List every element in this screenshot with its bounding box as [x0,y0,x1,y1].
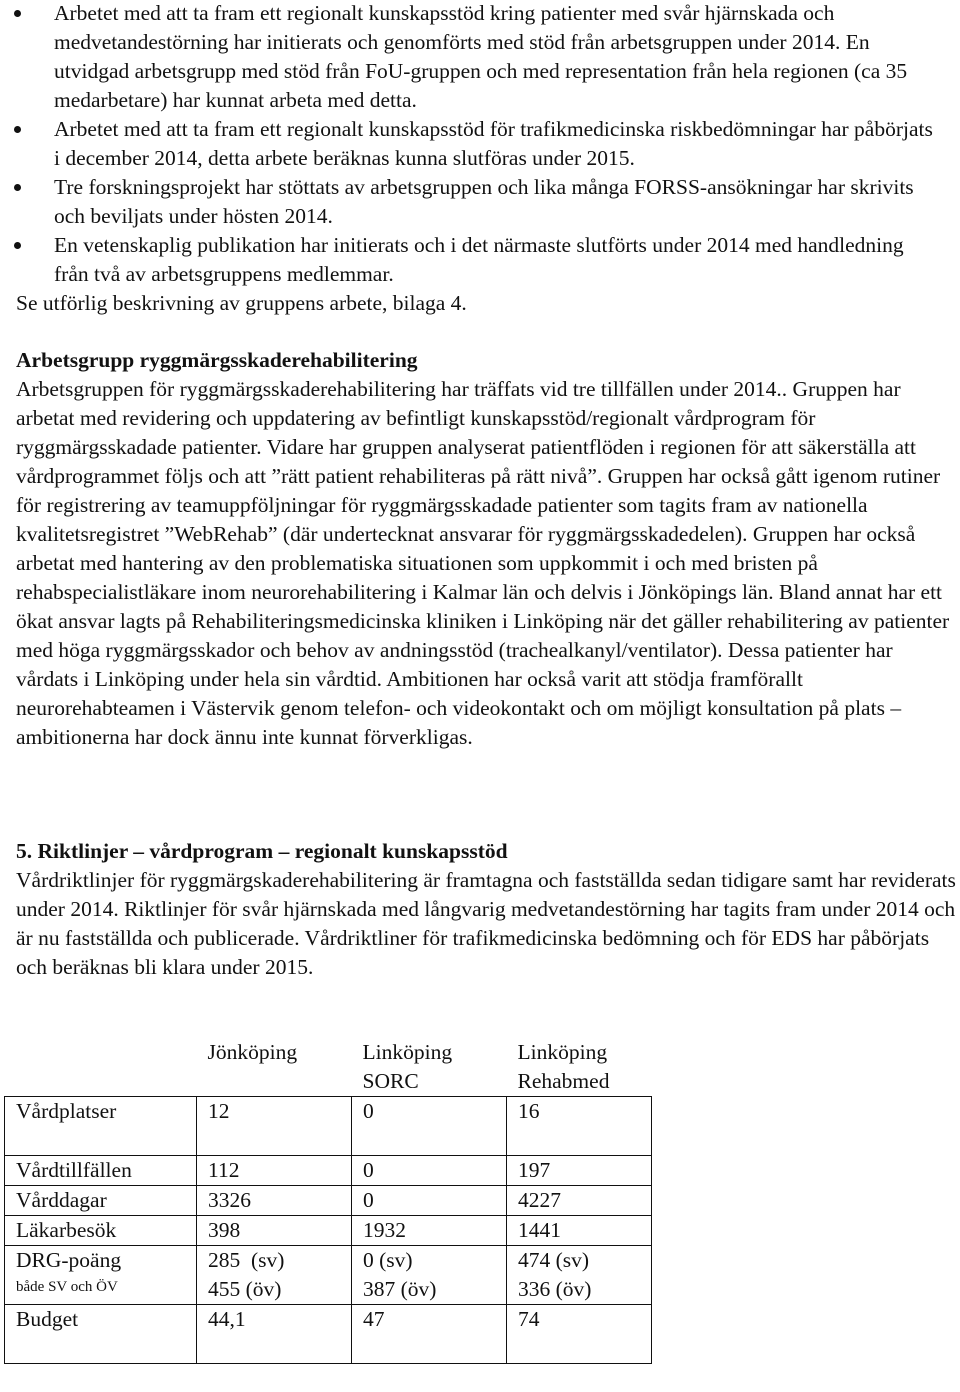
table-cell: 197 [507,1156,652,1186]
bullet-icon [14,126,21,133]
list-item [0,115,934,173]
column-header-line: Linköping [517,1040,608,1064]
bullet-icon [14,242,21,249]
column-header-line: SORC [362,1069,419,1093]
table-cell [507,1246,652,1305]
row-label: Budget [5,1305,197,1364]
table-cell: 4227 [507,1186,652,1216]
table-row [5,1097,652,1156]
table-row [5,1156,652,1186]
table-header-cell [352,1038,507,1097]
table-cell: 0 [352,1186,507,1216]
table-cell: 1441 [507,1216,652,1246]
row-label: Läkarbesök [5,1216,197,1246]
table-header-row [5,1038,652,1097]
table-header-empty [5,1038,197,1097]
drg-sv-value: 0 (sv) [363,1248,413,1272]
row-label: Vårdtillfällen [5,1156,197,1186]
table-header-cell [507,1038,652,1097]
table-cell: 16 [507,1097,652,1156]
table-cell: 47 [352,1305,507,1364]
section-5 [16,837,956,982]
table-row [5,1305,652,1364]
table-row [5,1186,652,1216]
table-cell: 0 [352,1097,507,1156]
table-cell: 44,1 [197,1305,352,1364]
section-heading: Arbetsgrupp ryggmärgsskaderehabilitering [16,348,418,372]
list-item [0,0,934,115]
table-cell: 74 [507,1305,652,1364]
bullet-list [0,0,960,289]
row-label [5,1246,197,1305]
list-item-text: Arbetet med att ta fram ett regionalt kunskapsstöd kring patienter med svår hjärnskada och medvetandestörning har initierats och genomförts med stöd från arbetsgruppen under 2014. En utvidgad arbetsgrupp med stöd från FoU-gruppen och med representation från hela regionen (ca 35 medarbetare) har kunnat arbeta med detta. [54,1,908,112]
statistics-table [4,1038,652,1364]
list-item-text: Tre forskningsprojekt har stöttats av arbetsgruppen och lika många FORSS-ansökningar har skrivits och beviljats under hösten 2014. [54,175,914,228]
table-header-cell [197,1038,352,1097]
table-cell [352,1246,507,1305]
list-item [0,231,934,289]
drg-ov-value: 387 (öv) [363,1277,437,1301]
bullet-icon [14,184,21,191]
row-label: Vårdplatser [5,1097,197,1156]
row-label: Vårddagar [5,1186,197,1216]
list-item [0,173,934,231]
table-cell: 3326 [197,1186,352,1216]
column-header-line: Rehabmed [517,1069,610,1093]
drg-sv-value: 285 (sv) [208,1248,285,1272]
column-header-line: Jönköping [207,1040,298,1064]
drg-ov-value: 455 (öv) [208,1277,282,1301]
row-label-main: DRG-poäng [16,1248,122,1272]
drg-sv-value: 474 (sv) [518,1248,590,1272]
table-cell: 1932 [352,1216,507,1246]
table-cell [197,1246,352,1305]
list-item-text: En vetenskaplig publikation har initierats och i det närmaste slutförts under 2014 med handledning från två av arbetsgruppens medlemmar. [54,233,904,286]
bullet-icon [14,10,21,17]
drg-ov-value: 336 (öv) [518,1277,592,1301]
table-row [5,1216,652,1246]
column-header-line: Linköping [362,1040,453,1064]
table-cell: 0 [352,1156,507,1186]
list-item-text: Arbetet med att ta fram ett regionalt kunskapsstöd för trafikmedicinska riskbedömningar har påbörjats i december 2014, detta arbete beräknas kunna slutföras under 2015. [54,117,933,170]
row-label-sub: både SV och ÖV [16,1279,118,1295]
section-body: Arbetsgruppen för ryggmärgsskaderehabilitering har träffats vid tre tillfällen under 2014.. Gruppen har arbetat med revidering och uppdatering av befintligt kunskapsstöd/regionalt vårdprogram för ryggmärgsskadade patienter. Vidare har gruppen analyserat patientflöden i regionen för att säkerställa att vårdprogrammet följs och att ”rätt patient rehabiliteras på rätt nivå”. Gruppen har också gått igenom rutiner för registrering av teamuppföljningar för ryggmärgsskadade patienter som tagits fram av nationella kvalitetsregistret ”WebRehab” (där undertecknat ansvarar för ryggmärgsskadedelen). Gruppen har också arbetat med hantering av den problematiska situationen som uppkommit i och med bristen på rehabspecialistläkare inom neurorehabilitering i Kalmar län och delvis i Jönköpings län. Bland annat har ett ökat ansvar lagts på Rehabiliteringsmedicinska kliniken i Linköping när det gäller rehabilitering av patienter med höga ryggmärgsskador och behov av andningsstöd (trachealkanyl/ventilator). Dessa patienter har vårdats i Linköping under hela sin vårdtid. Ambitionen har också varit att stödja framförallt neurorehabteamen i Västervik genom telefon- och videokontakt och om möjligt konsultation på plats – ambitionerna har dock ännu inte kunnat förverkligas. [16,377,950,749]
section-heading: 5. Riktlinjer – vårdprogram – regionalt kunskapsstöd [16,839,508,863]
section-body: Vårdriktlinjer för ryggmärgskaderehabilitering är framtagna och fastställda sedan tidigare samt har reviderats under 2014. Riktlinjer för svår hjärnskada med långvarig medvetandestörning har tagits fram under 2014 och är nu fastställda och publicerade. Vårdriktliner för trafikmedicinska bedömning och för EDS har påbörjats och beräknas bli klara under 2015. [16,868,956,979]
table-row [5,1246,652,1305]
table-cell: 112 [197,1156,352,1186]
table-cell: 398 [197,1216,352,1246]
section-ryggmarg [16,346,956,752]
table-cell: 12 [197,1097,352,1156]
see-more-paragraph: Se utförlig beskrivning av gruppens arbete, bilaga 4. [16,291,467,315]
